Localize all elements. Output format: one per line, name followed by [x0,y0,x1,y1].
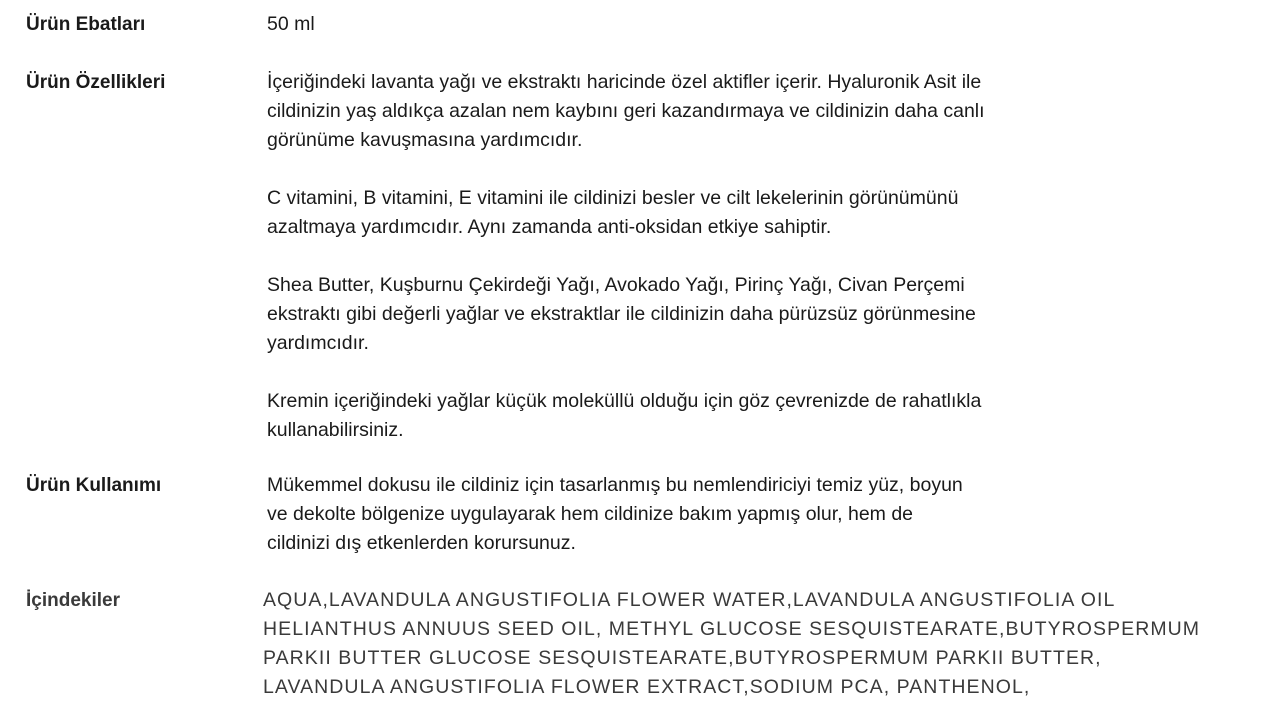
size-value [267,10,1087,39]
paragraph-gap [267,358,1087,387]
features-text [267,68,1087,445]
size-label [26,10,145,39]
features-line: ekstraktı gibi değerli yağlar ve ekstraktlar ile cildinizin daha pürüzsüz görünmesine [267,303,976,325]
usage-label: Ürün Kullanımı [26,475,162,496]
features-line: azaltmaya yardımcıdır. Aynı zamanda anti-oksidan etkiye sahiptir. [267,216,832,238]
usage-line: Mükemmel dokusu ile cildiniz için tasarlanmış bu nemlendiriciyi temiz yüz, boyun [267,474,963,496]
features-line: C vitamini, B vitamini, E vitamini ile cildinizi besler ve cilt lekelerinin görünümünü [267,187,959,209]
features-line: Shea Butter, Kuşburnu Çekirdeği Yağı, Avokado Yağı, Pirinç Yağı, Civan Perçemi [267,274,965,296]
ingredients-label: İçindekiler [26,590,120,611]
paragraph-gap [267,242,1087,271]
features-label: Ürün Özellikleri [26,72,166,93]
features-line: Kremin içeriğindeki yağlar küçük moleküllü olduğu için göz çevrenizde de rahatlıkla [267,390,982,412]
paragraph-gap [267,155,1087,184]
ingredients-line: AQUA,LAVANDULA ANGUSTIFOLIA FLOWER WATER,LAVANDULA ANGUSTIFOLIA OIL [263,589,1116,611]
ingredients-line: LAVANDULA ANGUSTIFOLIA FLOWER EXTRACT,SODIUM PCA, PANTHENOL, [263,676,1031,698]
ingredients-line: HELIANTHUS ANNUUS SEED OIL, METHYL GLUCOSE SESQUISTEARATE,BUTYROSPERMUM [263,618,1201,640]
features-line: görünüme kavuşmasına yardımcıdır. [267,129,583,151]
size-label-rest: Ebatları [70,14,146,35]
features-line: İçeriğindeki lavanta yağı ve ekstraktı haricinde özel aktifler içerir. Hyaluronik Asit ile [267,71,982,93]
usage-line: ve dekolte bölgenize uygulayarak hem cildinize bakım yapmış olur, hem de [267,503,914,525]
features-line: kullanabilirsiniz. [267,419,404,441]
usage-text [267,471,1087,558]
usage-line: cildinizi dış etkenlerden korursunuz. [267,532,576,554]
size-label-bold: Ürün [26,14,71,35]
ingredients-text [263,586,1200,702]
features-line: cildinizin yaş aldıkça azalan nem kaybını geri kazandırmaya ve cildinizin daha canlı [267,100,985,122]
features-line: yardımcıdır. [267,332,369,354]
ingredients-line: PARKII BUTTER GLUCOSE SESQUISTEARATE,BUTYROSPERMUM PARKII BUTTER, [263,647,1102,669]
size-value-text: 50 ml [267,13,315,35]
